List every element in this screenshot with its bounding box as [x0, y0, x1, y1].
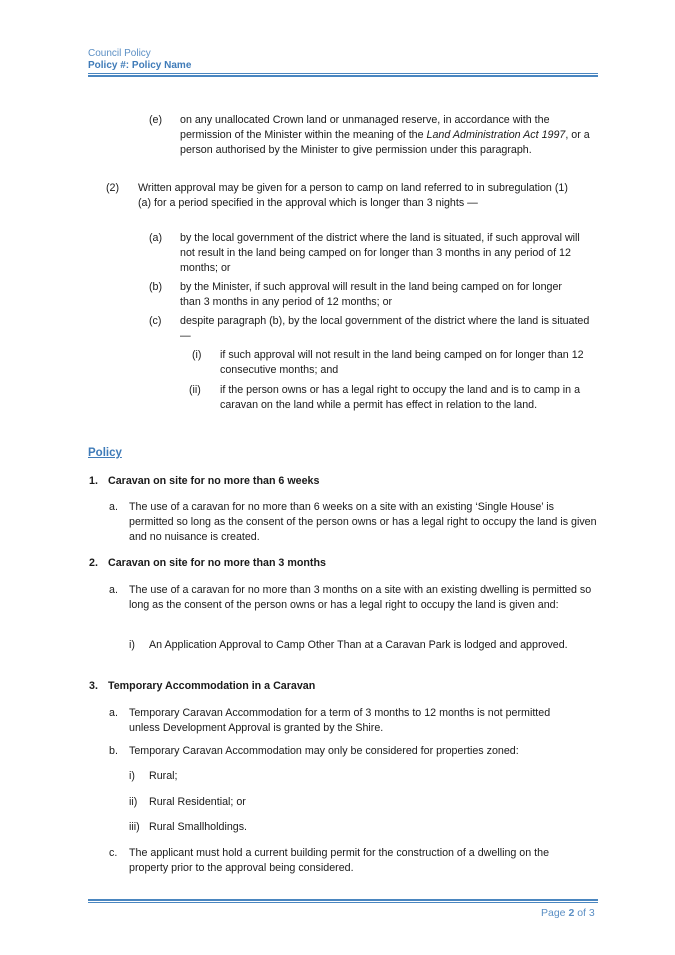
subitem-text-ii: if the person owns or has a legal right to occupy the land and is to camp in a caravan on the land while a permit has effect in relation to the land. [220, 384, 581, 411]
policy-heading: Policy [88, 447, 122, 459]
section-3-text-b: Temporary Caravan Accommodation may only be considered for properties zoned: [129, 745, 519, 757]
section-3-text-i: Rural; [149, 770, 178, 782]
section-title-2: Caravan on site for no more than 3 months [108, 557, 326, 569]
section-2-mark-a: a. [109, 584, 118, 596]
section-3-text-ii: Rural Residential; or [149, 796, 246, 808]
item-text-e: on any unallocated Crown land or unmanaged reserve, in accordance with the permission of the Minister within the meaning of the Land Administration Act 1997, or a person authorised by the Minister to give permission under this paragraph. [180, 114, 590, 156]
item-text-a: by the local government of the district where the land is situated, if such approval will not result in the land being camped on for longer than 3 months in any period of 12 months; or [180, 232, 580, 274]
subitem-text-i: if such approval will not result in the land being camped on for longer than 12 consecutive months; and [220, 349, 584, 376]
section-2-text-a: The use of a caravan for no more than 3 months on a site with an existing dwelling is permitted so long as the consent of the person owns or has a legal right to occupy the land is given and: [129, 584, 592, 611]
item-mark-a: (a) [149, 232, 163, 244]
subregulation-text-2: Written approval may be given for a person to camp on land referred to in subregulation (1)(a) for a period specified in the approval which is longer than 3 nights — [138, 182, 568, 209]
subitem-mark-ii: (ii) [189, 384, 201, 396]
subitem-mark-i: (i) [192, 349, 202, 361]
section-2-text-i: An Application Approval to Camp Other Than at a Caravan Park is lodged and approved. [149, 639, 568, 651]
section-3-text-a: Temporary Caravan Accommodation for a term of 3 months to 12 months is not permitted unless Development Approval is granted by the Shire. [129, 707, 551, 734]
section-3-mark-b: b. [109, 745, 118, 757]
section-3-mark-iii: iii) [129, 821, 140, 833]
section-3-text-iii: Rural Smallholdings. [149, 821, 248, 833]
section-3-mark-c: c. [109, 847, 118, 859]
section-3-mark-a: a. [109, 707, 118, 719]
item-text-c: despite paragraph (b), by the local government of the district where the land is situated — [180, 315, 590, 342]
header-title: Council Policy [88, 48, 151, 59]
item-mark-e: (e) [149, 114, 163, 126]
section-3-text-c: The applicant must hold a current building permit for the construction of a dwelling on the property prior to the approval being considered. [129, 847, 550, 874]
header-policy-name: Policy #: Policy Name [88, 60, 192, 71]
subregulation-mark-2: (2) [106, 182, 120, 194]
section-3-mark-ii: ii) [129, 796, 138, 808]
item-text-b: by the Minister, if such approval will result in the land being camped on for longer than 3 months in any period of 12 months; or [180, 281, 562, 308]
footer-rule [88, 899, 598, 903]
section-title-1: Caravan on site for no more than 6 weeks [108, 475, 320, 487]
document-header [88, 48, 191, 72]
item-mark-c: (c) [149, 315, 162, 327]
section-2-mark-i: i) [129, 639, 135, 651]
header-rule [88, 73, 598, 77]
section-1-text-a: The use of a caravan for no more than 6 weeks on a site with an existing ‘Single House’ is permitted so long as the consent of the person owns or has a legal right to occupy the land is given and no nuisance is created. [129, 501, 597, 543]
section-number-3: 3. [89, 680, 98, 692]
section-number-1: 1. [89, 475, 98, 487]
section-number-2: 2. [89, 557, 98, 569]
item-mark-b: (b) [149, 281, 163, 293]
section-3-mark-i: i) [129, 770, 135, 782]
section-title-3: Temporary Accommodation in a Caravan [108, 680, 316, 692]
section-1-mark-a: a. [109, 501, 118, 513]
act-title: Land Administration Act 1997 [426, 129, 566, 141]
page-number: Page 2 of 3 [541, 907, 595, 919]
